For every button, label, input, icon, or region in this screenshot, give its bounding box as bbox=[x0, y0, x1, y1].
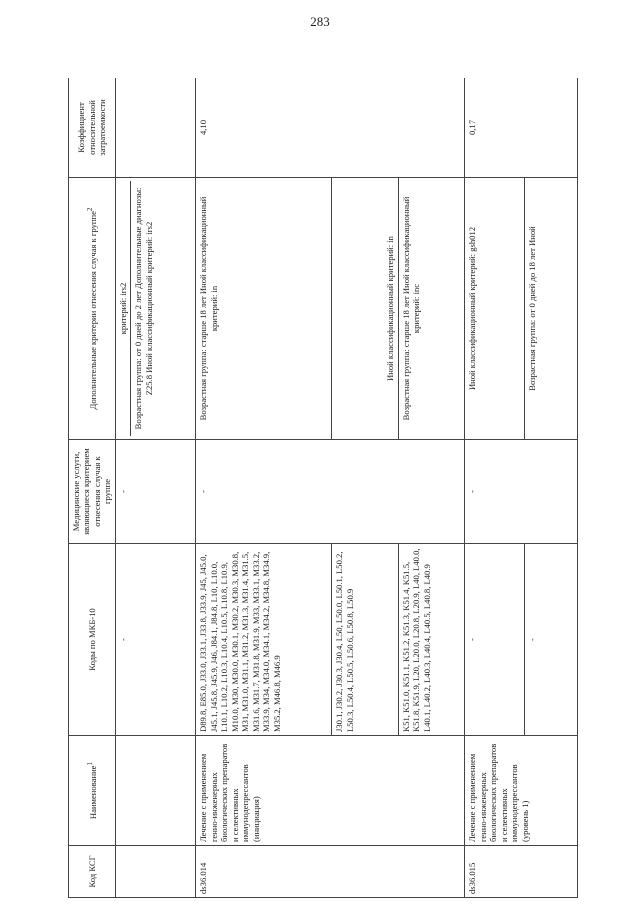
extra-line: Возрастная группа: от 0 дней до 2 лет Дополнительные диагнозы: Z25.8 Иной классификационный критерий: irs2 bbox=[133, 187, 154, 430]
icd-codes: J30.1, J30.2, J30.3, J30.4, L50, L50.0, L50.1, L50.2, L50.3, L50.4, L50.5, L50.6, L50.8, L50.9 bbox=[332, 544, 399, 736]
cell-code bbox=[115, 846, 195, 898]
extra-line: критерий: irs2 bbox=[118, 181, 131, 436]
header-code: Код КСГ bbox=[69, 846, 116, 898]
header-name: Наименование$^1$ bbox=[69, 736, 116, 846]
services: - bbox=[465, 440, 578, 544]
header-icd: Коды по МКБ-10 bbox=[69, 544, 116, 736]
header-extra: Дополнительные критерии отнесения случая к группе$^2$ bbox=[69, 177, 116, 439]
cell-name bbox=[115, 736, 195, 846]
icd-codes: - bbox=[465, 544, 525, 736]
icd-codes: - bbox=[525, 544, 578, 736]
extra-criteria: Иной классификационный критерий: in bbox=[332, 177, 399, 439]
ksg-code: ds36.014 bbox=[196, 846, 465, 898]
cell-icd: - bbox=[115, 544, 195, 736]
header-row bbox=[69, 78, 116, 898]
coefficient: 4,10 bbox=[196, 78, 465, 177]
cell-services: - bbox=[115, 440, 195, 544]
cell-coef bbox=[115, 78, 195, 177]
ksg-code: ds36.015 bbox=[465, 846, 578, 898]
table-row bbox=[115, 78, 195, 898]
services: - bbox=[196, 440, 465, 544]
cell-extra bbox=[115, 177, 195, 439]
extra-criteria: Возрастная группа: старше 18 лет Иной классификационный критерий: inc bbox=[398, 177, 465, 439]
ksg-name: Лечение с применением генно-инженерных биологических препаратов и селективных иммунодепрессантов (уровень 1) bbox=[465, 736, 578, 846]
header-coef: Коэффициент относительной затратоемкости bbox=[69, 78, 116, 177]
table-row bbox=[196, 78, 332, 898]
header-services: Медицинские услуги, являющиеся критерием отнесения случая к группе bbox=[69, 440, 116, 544]
table-container bbox=[68, 78, 578, 898]
icd-codes: K51, K51.0, K51.1, K51.2, K51.3, K51.4, K51.5, K51.8, K51.9, L20, L20.0, L20.8, L20.9, L40, L40.0, L40.1, L40.2, L40.3, L40.4, L40.5, L40.8, L40.9 bbox=[398, 544, 465, 736]
page-number: 283 bbox=[310, 14, 330, 29]
icd-codes: D89.8, E85.0, J33.0, J33.1, J33.8, J33.9, J45, J45.0, J45.1, J45.8, J45.9, J46, J84.1, J84.8, L10, L10.0, L10.1, L10.2, L10.3, L10.4, L10.5, L10.8, L10.9, M10.0, M30, M30.0, M30.1, M30.2, M30.3, M30.8, M31, M31.0, M31.1, M31.2, M31.3, M31.4, M31.5, M31.6, M31.7, M31.8, M31.9, M33, M33.1, M33.2, M33.9, M34, M34.0, M34.1, M34.2, M34.8, M34.9, M35.2, M46.8, M46.9 bbox=[196, 544, 332, 736]
ksg-name: Лечение с применением генно-инженерных биологических препаратов и селективных иммунодепрессантов (инициация) bbox=[196, 736, 465, 846]
extra-criteria: Возрастная группа: от 0 дней до 18 лет Иной bbox=[525, 177, 578, 439]
coefficient: 0,17 bbox=[465, 78, 578, 177]
table-row bbox=[465, 78, 525, 898]
extra-criteria: Иной классификационный критерий: gsh012 bbox=[465, 177, 525, 439]
ksg-table bbox=[68, 78, 578, 898]
extra-criteria: Возрастная группа: старше 18 лет Иной классификационный критерий: in bbox=[196, 177, 332, 439]
